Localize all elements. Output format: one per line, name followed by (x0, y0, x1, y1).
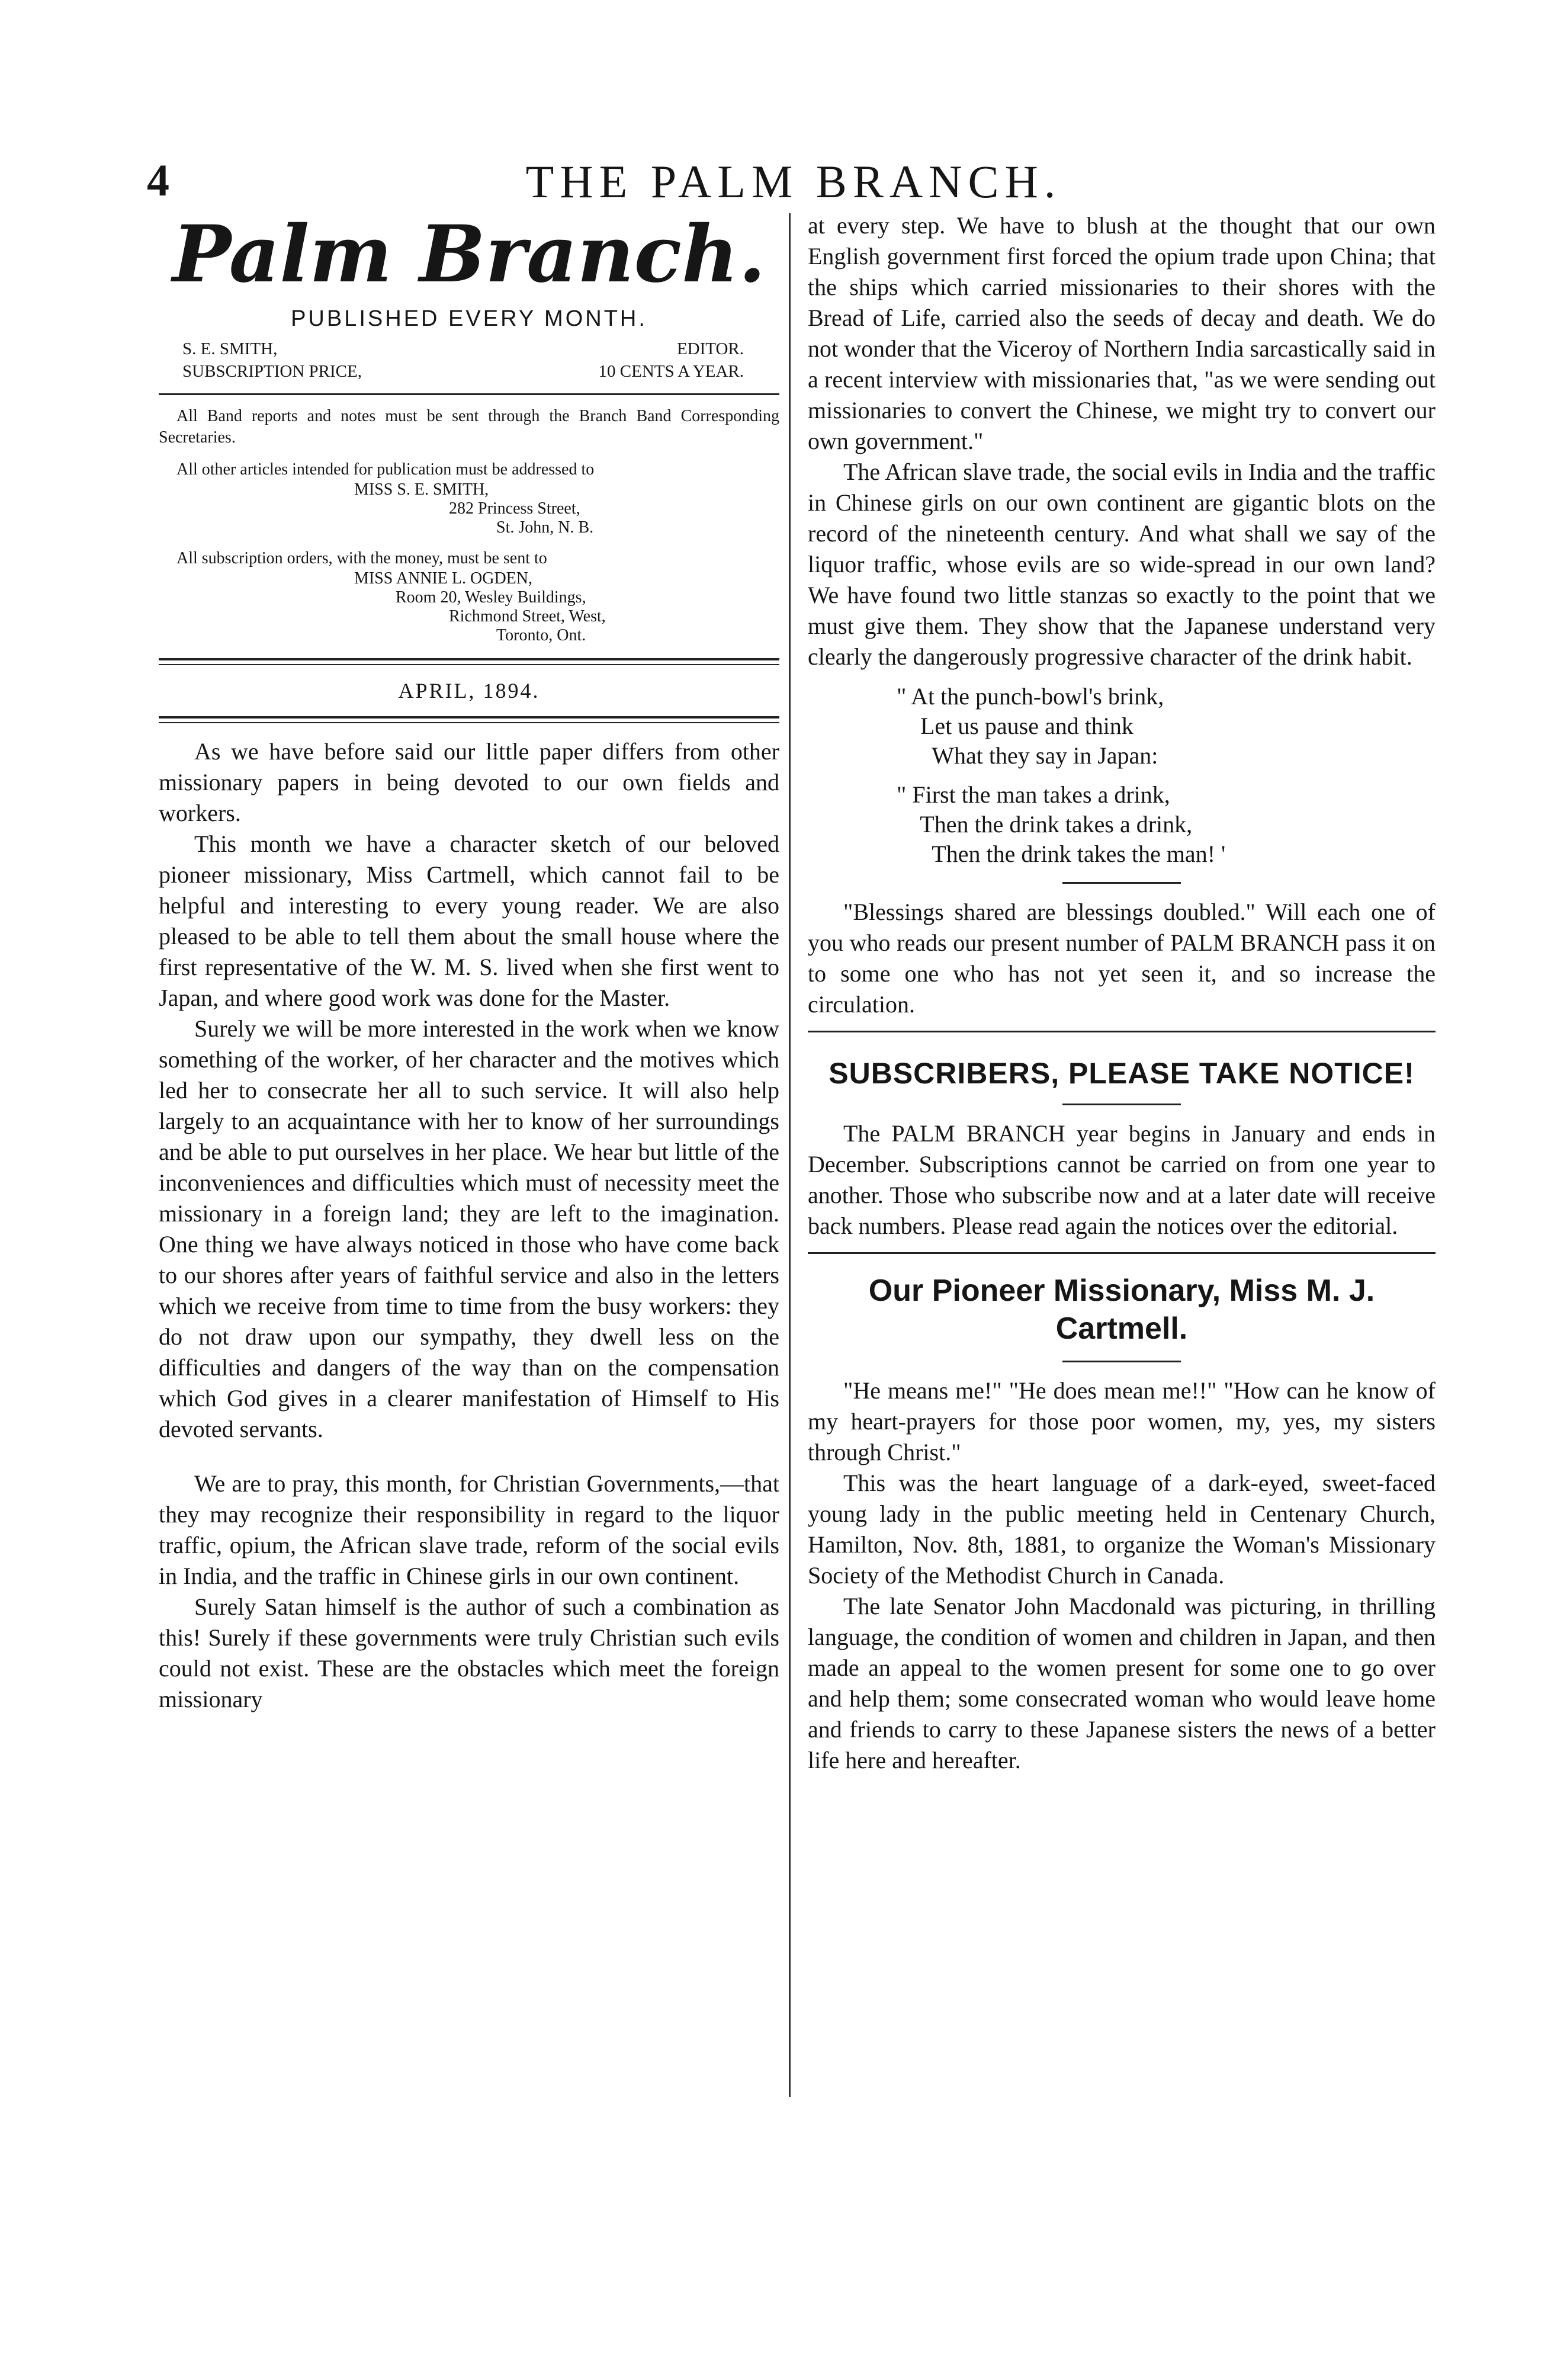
editorial-paragraph: As we have before said our little paper differs from other missionary papers in being devoted to our own fields and workers. (159, 738, 779, 826)
double-rule (159, 658, 779, 665)
short-rule (1062, 1104, 1181, 1105)
poem-stanza-1 (808, 682, 1436, 771)
address-line: MISS ANNIE L. OGDEN, (354, 569, 532, 588)
treasurer-address (159, 569, 779, 645)
address-line: St. John, N. B. (496, 518, 594, 537)
prayer-paragraph: Surely Satan himself is the author of such a combination as this! Surely if these governments were truly Christian such evils could not exist. These are the obstacles which meet the foreign missionary (159, 1593, 779, 1712)
article-paragraph: The late Senator John Macdonald was picturing, in thrilling language, the condition of women and children in Japan, and then made an appeal to the women present for some one to go over and help them; some consecrated woman who would leave home and friends to carry to these Japanese sisters the news of a better life here and hereafter. (808, 1593, 1436, 1773)
article-paragraph: "He means me!" "He does mean me!!" "How can he know of my heart-prayers for those poor women, my, yes, my sisters through Christ." (808, 1377, 1436, 1465)
double-rule (159, 716, 779, 723)
masthead-rule (159, 393, 779, 395)
editor-address (159, 480, 779, 537)
poem-line: What they say in Japan: (897, 742, 1158, 769)
article-heading: Our Pioneer Missionary, Miss M. J. Cartmell. (868, 1274, 1375, 1346)
section-rule (808, 1031, 1436, 1032)
price-label: SUBSCRIPTION PRICE, (182, 362, 362, 381)
poem-line: Then the drink takes a drink, (897, 811, 1193, 838)
address-line: Room 20, Wesley Buildings, (396, 588, 586, 607)
section-rule (808, 1252, 1436, 1254)
issue-date: APRIL, 1894. (398, 679, 540, 703)
paragraph-gap (159, 1445, 779, 1468)
subscription-notice: All subscription orders, with the money, must be sent to (176, 549, 547, 567)
article-paragraph: This was the heart language of a dark-eyed, sweet-faced young lady in the public meeting held in Centenary Church, Hamilton, Nov. 8th, 1881, to organize the Woman's Missionary Society of the Methodist Church in Canada. (808, 1470, 1436, 1589)
price-value: 10 CENTS A YEAR. (598, 362, 744, 381)
short-rule (1062, 882, 1181, 884)
subscribers-notice-heading: SUBSCRIBERS, PLEASE TAKE NOTICE! (829, 1057, 1415, 1090)
running-title: THE PALM BRANCH. (525, 156, 1062, 207)
page-number: 4 (147, 156, 169, 206)
address-line: MISS S. E. SMITH, (354, 480, 489, 499)
editorial-paragraph: This month we have a character sketch of our beloved pioneer missionary, Miss Cartmell, which cannot fail to be helpful and interesting to every young reader. We are also pleased to be able to tell them about the small house where the first representative of the W. M. S. lived when she first went to Japan, and where good work was done for the Master. (159, 830, 779, 1011)
editor-line (159, 338, 779, 360)
articles-notice: All other articles intended for publication must be addressed to (176, 460, 595, 479)
blessings-paragraph: "Blessings shared are blessings doubled." Will each one of you who reads our present number of PALM BRANCH pass it on to some one who has not yet seen it, and so increase the circulation. (808, 899, 1436, 1018)
poem-line: Let us pause and think (897, 713, 1133, 739)
address-line: 282 Princess Street, (449, 499, 580, 518)
short-rule (1062, 1361, 1181, 1362)
band-reports-notice: All Band reports and notes must be sent through the Branch Band Corresponding Secretaries. (159, 407, 779, 447)
poem-line: " First the man takes a drink, (897, 781, 1170, 808)
masthead-title: Palm Branch. (172, 209, 766, 300)
editorial-paragraph: Surely we will be more interested in the work when we know something of the worker, of her character and the motives which led her to consecrate her all to such service. It will also help largely to an acquaintance with her to know of her surroundings and be able to put ourselves in her place. We hear but little of the inconveniences and difficulties which must of necessity meet the missionary in a foreign land; they are left to the imagination. One thing we have always noticed in those who have come back to our shores after years of faithful service and also in the letters which we receive from time to time from the busy workers: they do not draw upon our sympathy, they dwell less on the difficulties and dangers of the way than on the compensation which God gives in a clearer manifestation of Himself to His devoted servants. (159, 1015, 779, 1442)
subscribers-notice-paragraph: The PALM BRANCH year begins in January and ends in December. Subscriptions cannot be carried on from one year to another. Those who subscribe now and at a later date will receive back numbers. Please read again the notices over the editorial. (808, 1120, 1436, 1239)
price-line (159, 360, 779, 383)
column-divider (789, 213, 791, 2097)
body-paragraph: The African slave trade, the social evils in India and the traffic in Chinese girls on our own continent are gigantic blots on the record of the nineteenth century. And what shall we say of the liquor traffic, whose evils are so wide-spread in our own land? We have found two little stanzas so exactly to the point that we must give them. They show that the Japanese understand very clearly the dangerously progressive character of the drink habit. (808, 458, 1436, 670)
editor-name: S. E. SMITH, (182, 339, 278, 358)
address-line: Richmond Street, West, (449, 607, 606, 626)
masthead-subtitle: PUBLISHED EVERY MONTH. (291, 306, 647, 331)
prayer-paragraph: We are to pray, this month, for Christian Governments,—that they may recognize their responsibility in regard to the liquor traffic, opium, the African slave trade, reform of the social evils in India, and the traffic in Chinese girls in our own continent. (159, 1470, 779, 1589)
editor-label: EDITOR. (676, 339, 744, 358)
address-line: Toronto, Ont. (496, 626, 586, 644)
continued-paragraph: at every step. We have to blush at the thought that our own English government first forced the opium trade upon China; that the ships which carried missionaries to their shores with the Bread of Life, carried also the seeds of decay and death. We do not wonder that the Viceroy of Northern India sarcastically said in a recent interview with missionaries that, "as we were sending out missionaries to convert the Chinese, we might try to convert our own government." (808, 212, 1436, 454)
poem-line: Then the drink takes the man! ' (897, 841, 1226, 867)
left-column (159, 210, 779, 1715)
poem-stanza-2 (808, 780, 1436, 869)
right-column (808, 210, 1436, 1776)
poem-line: " At the punch-bowl's brink, (897, 683, 1164, 710)
